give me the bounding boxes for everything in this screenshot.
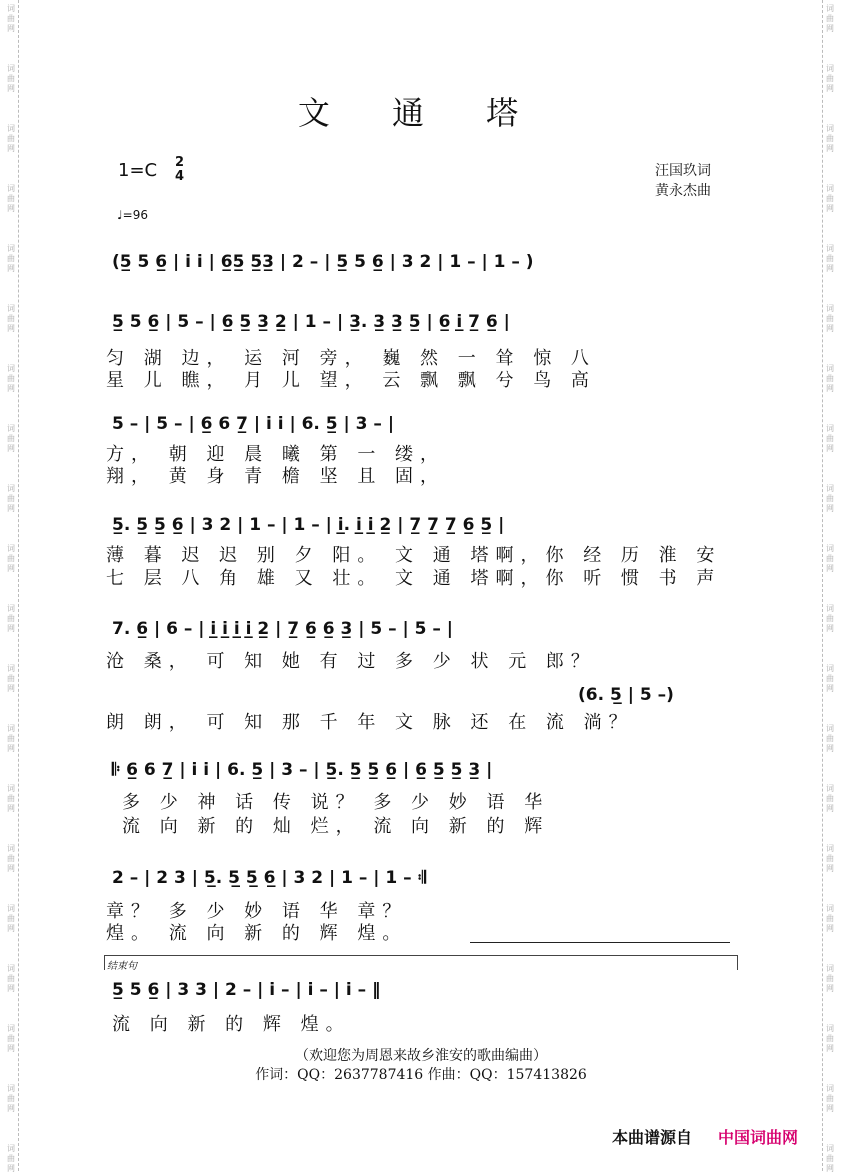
lyric-verse-1: 章？ 多 少 妙 语 华 章？ — [106, 901, 408, 922]
watermark-text: 词 曲 网 — [826, 664, 834, 693]
time-signature-bottom: 4 — [175, 169, 185, 184]
watermark-text: 词 曲 网 — [7, 124, 15, 153]
watermark-text: 词 曲 网 — [7, 1084, 15, 1113]
watermark-text: 词 曲 网 — [826, 844, 834, 873]
watermark-text: 词 曲 网 — [826, 364, 834, 393]
watermark-text: 词 曲 网 — [826, 964, 834, 993]
watermark-text: 词 曲 网 — [7, 1144, 15, 1173]
site-name: 中国词曲网 — [718, 1128, 799, 1147]
tempo-marking: ♩=96 — [117, 208, 148, 222]
footer-note: （欢迎您为周恩来故乡淮安的歌曲编曲） — [295, 1048, 547, 1064]
watermark-text: 词 曲 网 — [7, 664, 15, 693]
watermark-text: 词 曲 网 — [7, 304, 15, 333]
watermark-text: 词 曲 网 — [826, 424, 834, 453]
watermark-text: 词 曲 网 — [826, 64, 834, 93]
watermark-text: 词 曲 网 — [7, 484, 15, 513]
decorative-line — [470, 942, 730, 943]
right-watermark-strip — [822, 0, 837, 1171]
watermark-text: 词 曲 网 — [7, 364, 15, 393]
watermark-text: 词 曲 网 — [7, 184, 15, 213]
watermark-text: 词 曲 网 — [826, 604, 834, 633]
notation-row: 5̲ 5 6̲ | 5 – | 6̲ 5̲ 3̲ 2̲ | 1 – | 3̲. 3̲ 3̲ 5̲ | 6̲ i̲ 7̲ 6̲ | — [112, 312, 510, 332]
watermark-text: 词 曲 网 — [826, 1144, 834, 1173]
watermark-text: 词 曲 网 — [7, 244, 15, 273]
lyric-verse-1: 沧 桑， 可 知 她 有 过 多 少 状 元 郎？ — [106, 651, 596, 672]
watermark-text: 词 曲 网 — [7, 844, 15, 873]
lyric-verse-1: 多 少 神 话 传 说？ 多 少 妙 语 华 — [122, 792, 550, 813]
notation-row: 5̲ 5 6̲ | 3 3 | 2 – | i – | i – | i – ‖ — [112, 980, 381, 1000]
watermark-text: 词 曲 网 — [7, 724, 15, 753]
watermark-text: 词 曲 网 — [826, 124, 834, 153]
watermark-text: 词 曲 网 — [826, 484, 834, 513]
watermark-text: 词 曲 网 — [826, 784, 834, 813]
watermark-text: 词 曲 网 — [826, 1024, 834, 1053]
watermark-text: 词 曲 网 — [7, 64, 15, 93]
lyric-verse-2: 七 层 八 角 雄 又 壮。 文 通 塔啊，你 听 惯 书 声 — [106, 568, 722, 589]
watermark-text: 词 曲 网 — [7, 784, 15, 813]
watermark-text: 词 曲 网 — [826, 4, 834, 33]
ending-label: 结束句 — [107, 961, 137, 972]
watermark-text: 词 曲 网 — [826, 244, 834, 273]
watermark-text: 词 曲 网 — [826, 1084, 834, 1113]
ending-bracket — [104, 955, 738, 970]
watermark-text: 词 曲 网 — [7, 904, 15, 933]
watermark-text: 词 曲 网 — [826, 724, 834, 753]
lyricist-credit: 汪国玖词 — [655, 163, 711, 179]
watermark-text: 词 曲 网 — [826, 904, 834, 933]
composer-credit: 黄永杰曲 — [655, 183, 711, 199]
alternate-notation: (6. 5̲ | 5 –) — [578, 685, 674, 705]
notation-row: 5̲. 5̲ 5̲ 6̲ | 3 2 | 1 – | 1 – | i̲. i̲ i̲ 2̲ | 7̲ 7̲ 7̲ 6̲ 5̲ | — [112, 515, 505, 535]
song-title: 文 通 塔 — [297, 94, 545, 132]
lyric-verse-1: 方， 朝 迎 晨 曦 第 一 缕， — [106, 444, 446, 465]
watermark-text: 词 曲 网 — [7, 604, 15, 633]
notation-row: 7. 6̲ | 6 – | i̲ i̲ i̲ i̲ 2̲ | 7̲ 6̲ 6̲ 3̲ | 5 – | 5 – | — [112, 619, 454, 639]
time-signature — [175, 156, 184, 184]
notation-row: 2 – | 2 3 | 5̲. 5̲ 5̲ 6̲ | 3 2 | 1 – | 1 – 𝄇 — [112, 868, 426, 888]
watermark-text: 词 曲 网 — [826, 184, 834, 213]
watermark-text: 词 曲 网 — [7, 424, 15, 453]
footer-contacts: 作词：QQ：2637787416 作曲：QQ：157413826 — [255, 1067, 587, 1083]
lyric-verse-1: 匀 湖 边， 运 河 旁， 巍 然 一 耸 惊 八 — [106, 348, 596, 369]
left-watermark-strip — [4, 0, 19, 1171]
notation-row: 5 – | 5 – | 6̲ 6 7̲ | i i | 6. 5̲ | 3 – | — [112, 414, 395, 434]
watermark-text: 词 曲 网 — [826, 304, 834, 333]
key-signature: 1=C — [118, 160, 158, 181]
lyric-verse-2: 星 儿 瞧， 月 儿 望， 云 飘 飘 兮 鸟 高 — [106, 370, 596, 391]
watermark-text: 词 曲 网 — [826, 544, 834, 573]
notation-row: (5̲ 5 6̲ | i i | 6̲5̲ 5̲3̲ | 2 – | 5̲ 5 6̲ | 3 2 | 1 – | 1 – ) — [112, 252, 534, 272]
time-signature-top: 2 — [175, 155, 185, 170]
lyric-verse-2: 朗 朗， 可 知 那 千 年 文 脉 还 在 流 淌？ — [106, 712, 634, 733]
source-label: 本曲谱源自 — [612, 1128, 693, 1147]
watermark-text: 词 曲 网 — [7, 544, 15, 573]
watermark-text: 词 曲 网 — [7, 964, 15, 993]
watermark-text: 词 曲 网 — [7, 4, 15, 33]
lyric-verse-2: 流 向 新 的 灿 烂， 流 向 新 的 辉 — [122, 816, 550, 837]
lyric-verse-1: 流 向 新 的 辉 煌。 — [112, 1014, 351, 1035]
lyric-verse-2: 翔， 黄 身 青 檐 坚 且 固， — [106, 466, 446, 487]
lyric-verse-1: 薄 暮 迟 迟 别 夕 阳。 文 通 塔啊，你 经 历 淮 安 — [106, 545, 722, 566]
lyric-verse-2: 煌。 流 向 新 的 辉 煌。 — [106, 923, 408, 944]
notation-row: 𝄆 6̲ 6 7̲ | i i | 6. 5̲ | 3 – | 5̲. 5̲ 5̲ 6̲ | 6̲ 5̲ 5̲ 3̲ | — [112, 760, 493, 780]
watermark-text: 词 曲 网 — [7, 1024, 15, 1053]
